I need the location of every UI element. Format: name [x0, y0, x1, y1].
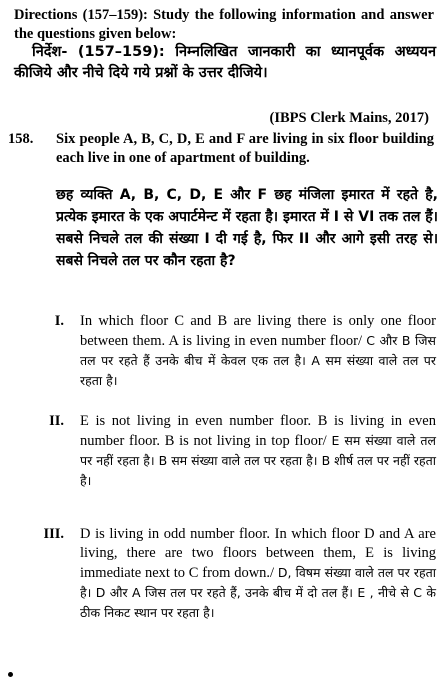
question-number: 158. — [8, 131, 34, 147]
statement-2-hindi: E सम संख्या वाले तल पर नहीं रहता है। B सम संख्या वाले तल पर रहता है। B शीर्ष तल पर नहीं रहता है। — [80, 433, 437, 488]
statement-3-numeral: III. — [43, 526, 64, 542]
statement-1-hindi: C और B जिस तल पर रहते हैं उनके बीच में केवल एक तल है। A सम संख्या वाले तल पर रहता है। — [80, 333, 437, 388]
statement-2-numeral: II. — [49, 413, 64, 429]
directions-english: Directions (157–159): Study the following information and answer the questions given below: — [14, 7, 434, 42]
statement-2-english: E is not living in even number floor. B is living in even number floor. B is not living in top floor/ — [80, 413, 436, 449]
question-hindi: छह व्यक्ति A, B, C, D, E और F छह मंजिला इमारत में रहते है, प्रत्येक इमारत के एक अपार्टमेन्ट में रहता है। इमारत में I से VI तक तल हैं। सबसे निचले तल की संख्या I दी गई है, फिर II और आगे इसी तरह से। सबसे निचले तल पर कौन रहता है? — [56, 187, 438, 269]
directions-hindi: निर्देश- (157–159): निम्नलिखित जानकारी का ध्यानपूर्वक अध्ययन कीजिये और नीचे दिये गये प्रश्नों के उत्तर दीजिये। — [14, 44, 436, 81]
question-english: Six people A, B, C, D, E and F are living in six floor building each live in one of apartment of building. — [56, 131, 434, 166]
exam-source: (IBPS Clerk Mains, 2017) — [269, 110, 429, 126]
statement-1 — [80, 312, 436, 391]
statement-1-english: In which floor C and B are living there is only one floor between them. A is living in even number floor/ — [80, 313, 436, 349]
statement-3 — [80, 525, 436, 623]
statement-1-numeral: I. — [54, 313, 64, 329]
statement-3-english: D is living in odd number floor. In which floor D and A are living, there are two floors between them, E is living immediate next to C from down./ — [80, 526, 436, 581]
bullet-mark — [8, 672, 13, 677]
statement-2 — [80, 412, 436, 491]
statement-3-hindi: D, विषम संख्या वाले तल पर रहता है। D और A जिस तल पर रहते हैं, उनके बीच में दो तल हैं। E , नीचे से C के ठीक निकट स्थान पर रहता है। — [80, 565, 437, 620]
